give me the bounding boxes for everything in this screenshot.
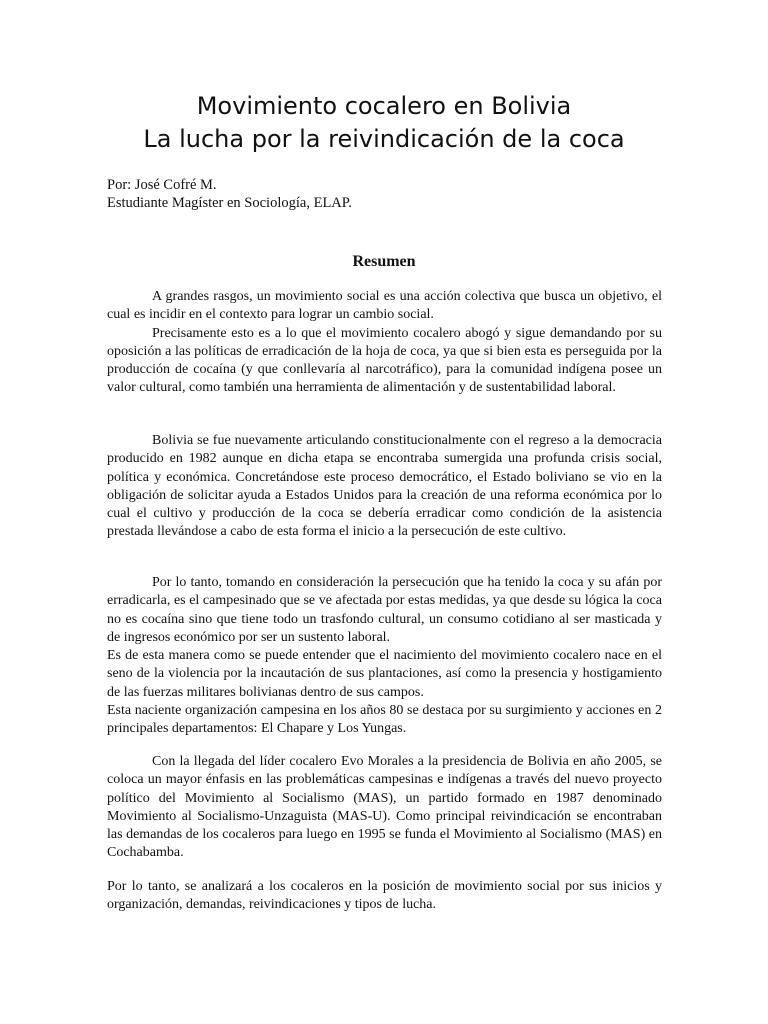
- paragraph: Por lo tanto, tomando en consideración la persecución que ha tenido la coca y su afán por erradicarla, es el campesinado que se ve afectada por estas medidas, ya que desde su lógica la coca no es cocaína sino que tiene todo un trasfondo cultural, un consumo cotidiano al ser masticada y de ingresos económico por ser un sustento laboral.: [107, 575, 662, 645]
- author-affiliation: Estudiante Magíster en Sociología, ELAP.: [107, 195, 352, 211]
- paragraph-block-democracy: [107, 432, 662, 542]
- document-title: [0, 90, 768, 156]
- paragraph: Bolivia se fue nuevamente articulando constitucionalmente con el regreso a la democracia producido en 1982 aunque en dicha etapa se encontraba sumergida una profunda crisis social, política y económica. Concretándose este proceso democrático, el Estado boliviano se vio en la obligación de solicitar ayuda a Estados Unidos para la creación de una reforma económica por lo cual el cultivo y producción de la coca se debería erradicar como condición de la asistencia prestada llevándose a cabo de esta forma el inicio a la persecución de este cultivo.: [107, 433, 662, 540]
- paragraph: Por lo tanto, se analizará a los cocaleros en la posición de movimiento social por sus inicios y organización, demandas, reivindicaciones y tipos de lucha.: [107, 879, 662, 913]
- paragraph-block-evo-morales: [107, 753, 662, 863]
- author-byline: [107, 176, 352, 212]
- author-name: Por: José Cofré M.: [107, 177, 217, 193]
- paragraph: Esta naciente organización campesina en los años 80 se destaca por su surgimiento y acciones en 2 principales departamentos: El Chapare y Los Yungas.: [107, 703, 662, 737]
- paragraph: Con la llegada del líder cocalero Evo Morales a la presidencia de Bolivia en año 2005, se coloca un mayor énfasis en las problemáticas campesinas e indígenas a través del nuevo proyecto político del Movimiento al Socialismo (MAS), un partido formado en 1987 denominado Movimiento al Socialismo-Unzaguista (MAS-U). Como principal reivindicación se encontraban las demandas de los cocaleros para luego en 1995 se funda el Movimiento al Socialismo (MAS) en Cochabamba.: [107, 754, 662, 861]
- paragraph-block-intro: [107, 288, 662, 398]
- title-line-2: La lucha por la reivindicación de la coca: [143, 125, 625, 153]
- section-heading-resumen: Resumen: [352, 253, 416, 270]
- paragraph: Precisamente esto es a lo que el movimiento cocalero abogó y sigue demandando por su oposición a las políticas de erradicación de la hoja de coca, ya que si bien esta es perseguida por la producción de cocaína (y que conllevaría al narcotráfico), para la comunidad indígena posee un valor cultural, como también una herramienta de alimentación y de sustentabilidad laboral.: [107, 325, 662, 396]
- paragraph: Es de esta manera como se puede entender que el nacimiento del movimiento cocalero nace en el seno de la violencia por la incautación de sus plantaciones, así como la presencia y hostigamiento de las fuerzas militares bolivianas dentro de sus campos.: [107, 648, 662, 700]
- paragraph-block-conclusion: [107, 878, 662, 915]
- paragraph: A grandes rasgos, un movimiento social es una acción colectiva que busca un objetivo, el cual es incidir en el contexto para lograr un cambio social.: [107, 289, 662, 323]
- paragraph-block-peasantry: [107, 574, 662, 739]
- title-line-1: Movimiento cocalero en Bolivia: [196, 92, 572, 120]
